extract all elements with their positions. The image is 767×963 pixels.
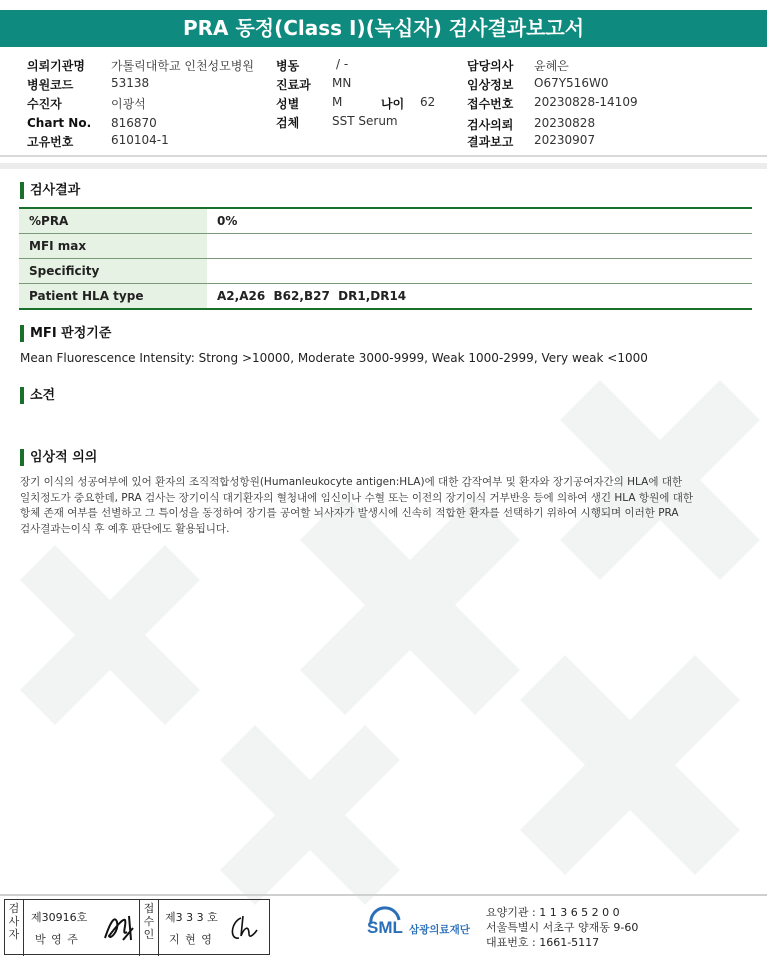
hla-type-value: A2,A26 B62,B27 DR1,DR14 — [207, 284, 752, 310]
hospital-value: 가톨릭대학교 인천성모병원 — [111, 59, 254, 73]
doctor-label: 담당의사 — [467, 59, 514, 73]
age-value: 62 — [420, 95, 436, 109]
approver-license-no: 제3 3 3 호 — [165, 911, 218, 924]
specimen-label: 검체 — [276, 116, 300, 130]
opinion-heading: 소견 — [20, 387, 55, 404]
chart-no-value: 816870 — [111, 116, 157, 130]
logo-text: SML — [367, 918, 403, 937]
request-date-label: 검사의뢰 — [467, 118, 514, 132]
table-row — [19, 234, 752, 259]
approver-label: 접수인 — [139, 900, 159, 956]
sex-value: M — [332, 95, 343, 109]
ward-label: 병동 — [276, 59, 300, 73]
footer-divider — [0, 894, 767, 896]
approver-name: 지 현 영 — [169, 933, 213, 946]
institution-code: 요양기관 : 1 1 3 6 5 2 0 0 — [486, 906, 620, 919]
examinee-value: 이광석 — [111, 97, 146, 111]
department-label: 진료과 — [276, 78, 311, 92]
receipt-no-value: 20230828-14109 — [534, 95, 638, 109]
department-value: MN — [332, 76, 352, 90]
paragraph-line: 장기 이식의 성공여부에 있어 환자의 조직적합성항원(Humanleukocyte antigen:HLA)에 대한 감작여부 및 환자와 장기공여자간의 HLA에 대한 — [20, 476, 683, 488]
clinical-info-value: O67Y516W0 — [534, 76, 609, 90]
report-date-value: 20230907 — [534, 133, 596, 147]
examiner-signature — [101, 910, 135, 946]
clinical-significance-heading: 임상적 의의 — [20, 449, 97, 466]
clinical-significance-text — [20, 475, 740, 537]
divider-band — [0, 163, 767, 169]
results-table — [19, 207, 752, 310]
paragraph-line: 항체 존재 여부를 선별하고 그 특이성을 동정하여 장기를 공여할 뇌사자가 발생시에 신속히 적합한 환자를 선택하기 위하여 시행되며 이러한 PRA — [20, 507, 679, 519]
specificity-value — [207, 259, 752, 284]
institution-address: 서울특별시 서초구 양재동 9-60 — [486, 921, 639, 934]
report-date-label: 결과보고 — [467, 135, 514, 149]
sml-logo — [365, 906, 477, 946]
paragraph-line: 일치정도가 중요한데, PRA 검사는 장기이식 대기환자의 혈청내에 임신이나 수혈 또는 이전의 장기이식 거부반응 등에 의하여 생긴 HLA 항원에 대한 — [20, 491, 693, 504]
doctor-value: 윤혜은 — [534, 59, 569, 73]
pra-label: %PRA — [19, 208, 207, 234]
hospital-code-label: 병원코드 — [27, 78, 74, 92]
unique-id-label: 고유번호 — [27, 135, 74, 149]
examiner-label: 검사자 — [5, 900, 24, 956]
chart-no-label: Chart No. — [27, 116, 92, 130]
examiner-license-no: 제30916호 — [31, 911, 88, 924]
institution-info — [486, 905, 638, 950]
examinee-label: 수진자 — [27, 97, 62, 111]
ward-value: / - — [336, 57, 349, 71]
mfi-max-value — [207, 234, 752, 259]
pra-value: 0% — [207, 208, 752, 234]
clinical-info-label: 임상정보 — [467, 78, 514, 92]
approver-signature — [227, 912, 265, 946]
unique-id-value: 610104-1 — [111, 133, 169, 147]
receipt-no-label: 접수번호 — [467, 97, 514, 111]
signature-box — [4, 899, 270, 955]
divider — [0, 155, 767, 157]
paragraph-line: 검사결과는이식 후 예후 판단에도 활용됩니다. — [20, 522, 230, 535]
hospital-code-value: 53138 — [111, 76, 150, 90]
examiner-name: 박 영 주 — [35, 933, 79, 946]
specimen-value: SST Serum — [332, 114, 398, 128]
specificity-label: Specificity — [19, 259, 207, 284]
mfi-criteria-text: Mean Fluorescence Intensity: Strong >10000, Moderate 3000-9999, Weak 1000-2999, Very weak <1000 — [20, 351, 648, 365]
age-label: 나이 — [381, 97, 405, 111]
mfi-max-label: MFI max — [19, 234, 207, 259]
report-title: PRA 동정(Class I)(녹십자) 검사결과보고서 — [0, 10, 767, 47]
mfi-criteria-heading: MFI 판정기준 — [20, 325, 111, 342]
hospital-label: 의뢰기관명 — [27, 59, 85, 73]
hla-type-label: Patient HLA type — [19, 284, 207, 310]
sex-label: 성별 — [276, 97, 300, 111]
request-date-value: 20230828 — [534, 116, 596, 130]
table-row — [19, 208, 752, 234]
institution-phone: 대표번호 : 1661-5117 — [486, 936, 600, 949]
foundation-name: 삼광의료재단 — [409, 924, 470, 936]
results-heading: 검사결과 — [20, 182, 80, 199]
table-row — [19, 284, 752, 310]
patient-info-block — [0, 53, 767, 153]
table-row — [19, 259, 752, 284]
